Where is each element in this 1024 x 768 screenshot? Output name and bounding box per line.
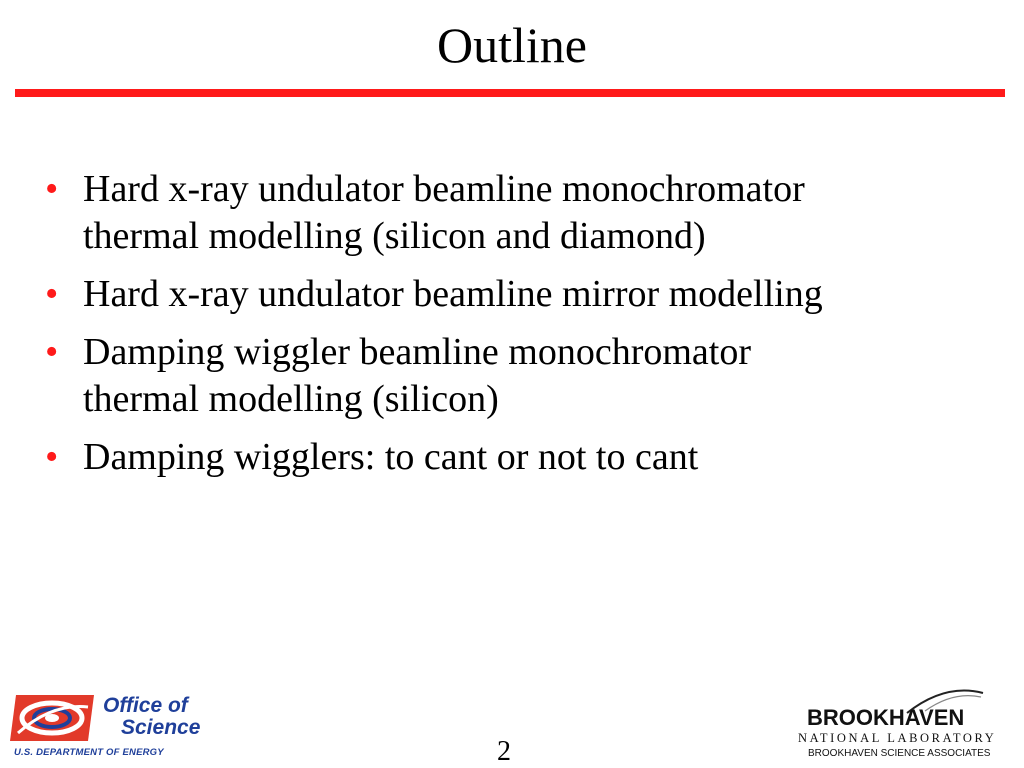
- bullet-text-line1: Damping wiggler beamline monochromator: [83, 331, 751, 373]
- doe-logo-subline: U.S. DEPARTMENT OF ENERGY: [14, 747, 164, 758]
- bnl-logo: [795, 685, 1015, 765]
- slide-title: Outline: [437, 17, 587, 73]
- doe-logo: [8, 693, 223, 763]
- bullet-text-line2: thermal modelling (silicon and diamond): [83, 215, 706, 257]
- bullet-dot-icon: •: [45, 331, 59, 373]
- bullet-text-line2: thermal modelling (silicon): [83, 378, 499, 420]
- bnl-logo-associates: BROOKHAVEN SCIENCE ASSOCIATES: [808, 748, 991, 759]
- list-item: [45, 329, 1005, 423]
- bullet-text-line1: Damping wigglers: to cant or not to cant: [83, 436, 699, 478]
- bnl-logo-lab: NATIONAL LABORATORY: [798, 731, 997, 745]
- bullet-text-line1: Hard x-ray undulator beamline monochromator: [83, 168, 805, 210]
- bnl-logo-name: BROOKHAVEN: [807, 705, 965, 730]
- list-item: [45, 166, 1005, 260]
- bullet-dot-icon: •: [45, 273, 59, 315]
- list-item: [45, 434, 1005, 481]
- doe-logo-line1: Office of: [103, 694, 188, 717]
- title-rule: [15, 89, 1005, 97]
- list-item: [45, 271, 1005, 318]
- bullet-dot-icon: •: [45, 168, 59, 210]
- page-number: 2: [497, 736, 511, 767]
- bullet-list: [45, 166, 1005, 492]
- bullet-dot-icon: •: [45, 436, 59, 478]
- doe-logo-line2: Science: [121, 716, 201, 739]
- doe-emblem-icon: [8, 693, 96, 743]
- bullet-text-line1: Hard x-ray undulator beamline mirror modelling: [83, 273, 823, 315]
